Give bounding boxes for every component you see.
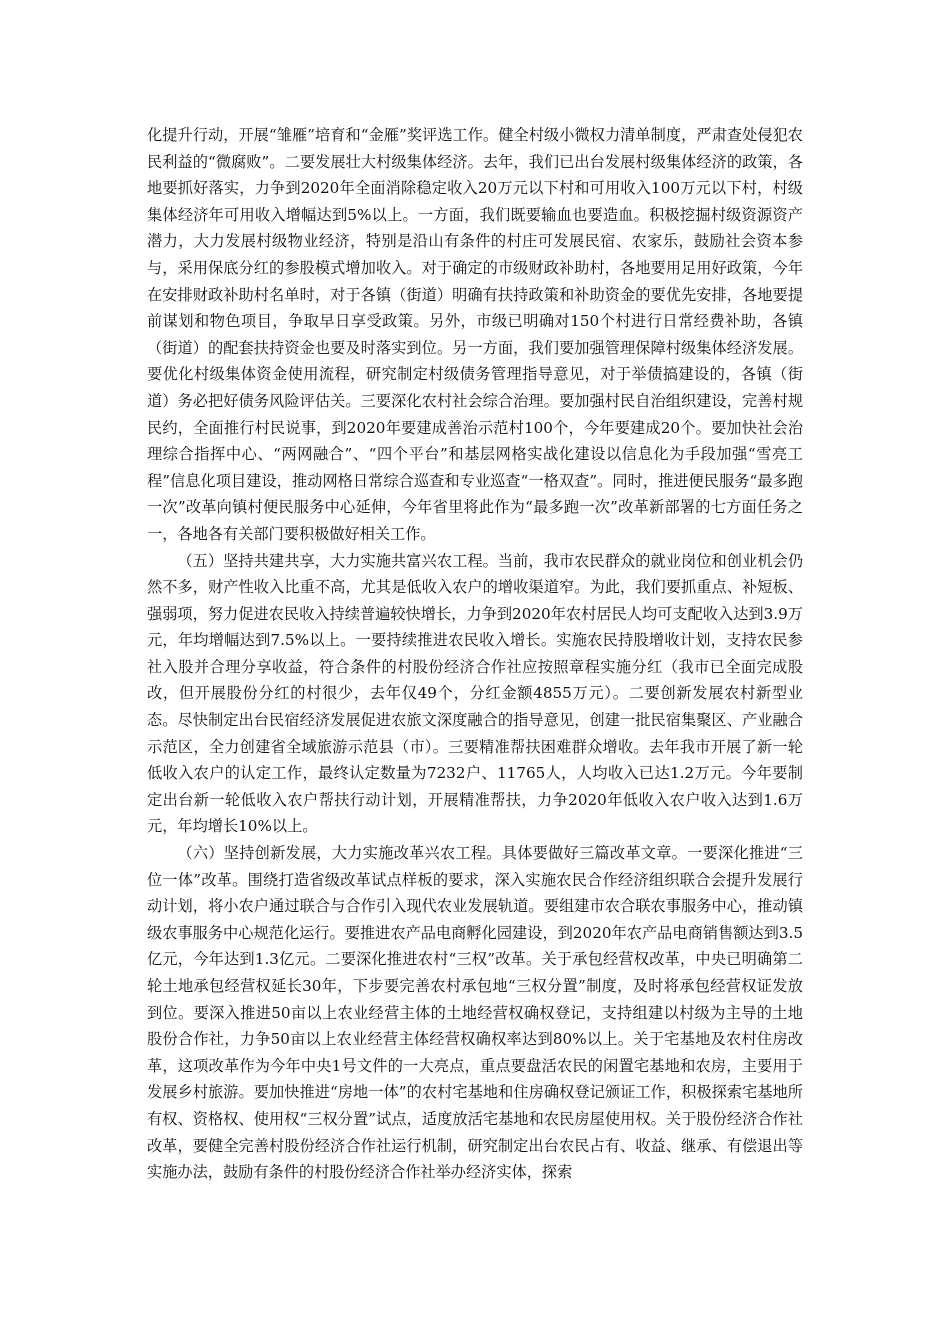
document-page — [147, 122, 803, 1186]
body-paragraph-section-6: （六）坚持创新发展，大力实施改革兴农工程。具体要做好三篇改革文章。一要深化推进“三位一体”改革。围绕打造省级改革试点样板的要求，深入实施农民合作经济组织联合会提升发展行动计划，将小农户通过联合与合作引入现代农业发展轨道。要组建市农合联农事服务中心，推动镇级农事服务中心规范化运行。要推进农产品电商孵化园建设，到2020年农产品电商销售额达到3.5亿元，今年达到1.3亿元。二要深化推进农村“三权”改革。关于承包经营权改革，中央已明确第二轮土地承包经营权延长30年，下步要完善农村承包地“三权分置”制度，及时将承包经营权证发放到位。要深入推进50亩以上农业经营主体的土地经营权确权登记，支持组建以村级为主导的土地股份合作社，力争50亩以上农业经营主体经营权确权率达到80%以上。关于宅基地及农村住房改革，这项改革作为今年中央1号文件的一大亮点，重点要盘活农民的闲置宅基地和农房，主要用于发展乡村旅游。要加快推进“房地一体”的农村宅基地和住房确权登记颁证工作，积极探索宅基地所有权、资格权、使用权“三权分置”试点，适度放活宅基地和农民房屋使用权。关于股份经济合作社改革，要健全完善村股份经济合作社运行机制，研究制定出台农民占有、收益、继承、有偿退出等实施办法，鼓励有条件的村股份经济合作社举办经济实体，探索 — [147, 844, 803, 1182]
body-paragraph-section-5: （五）坚持共建共享，大力实施共富兴农工程。当前，我市农民群众的就业岗位和创业机会仍然不多，财产性收入比重不高，尤其是低收入农户的增收渠道窄。为此，我们要抓重点、补短板、强弱项，努力促进农民收入持续普遍较快增长，力争到2020年农村居民人均可支配收入达到3.9万元，年均增幅达到7.5%以上。一要持续推进农民收入增长。实施农民持股增收计划，支持农民参社入股并合理分享收益，符合条件的村股份经济合作社应按照章程实施分红（我市已全面完成股改，但开展股份分红的村很少，去年仅49个，分红金额4855万元）。二要创新发展农村新型业态。尽快制定出台民宿经济发展促进农旅文深度融合的指导意见，创建一批民宿集聚区、产业融合示范区，全力创建省全域旅游示范县（市）。三要精准帮扶困难群众增收。去年我市开展了新一轮低收入农户的认定工作，最终认定数量为7232户、11765人，人均收入已达1.2万元。今年要制定出台新一轮低收入农户帮扶行动计划，开展精准帮扶，力争2020年低收入农户收入达到1.6万元，年均增长10%以上。 — [147, 551, 803, 836]
body-paragraph-continued: 化提升行动，开展“雏雁”培育和“金雁”奖评选工作。健全村级小微权力清单制度，严肃查处侵犯农民利益的“微腐败”。二要发展壮大村级集体经济。去年，我们已出台发展村级集体经济的政策，各地要抓好落实，力争到2020年全面消除稳定收入20万元以下村和可用收入100万元以下村，村级集体经济年可用收入增幅达到5%以上。一方面，我们既要输血也要造血。积极挖掘村级资源资产潜力，大力发展村级物业经济，特别是沿山有条件的村庄可发展民宿、农家乐，鼓励社会资本参与，采用保底分红的参股模式增加收入。对于确定的市级财政补助村，各地要用足用好政策，今年在安排财政补助村名单时，对于各镇（街道）明确有扶持政策和补助资金的要优先安排，各地要提前谋划和物色项目，争取早日享受政策。另外，市级已明确对150个村进行日常经费补助，各镇（街道）的配套扶持资金也要及时落实到位。另一方面，我们要加强管理保障村级集体经济发展。要优化村级集体资金使用流程，研究制定村级债务管理指导意见，对于举债搞建设的，各镇（街道）务必把好债务风险评估关。三要深化农村社会综合治理。要加强村民自治组织建设，完善村规民约，全面推行村民说事，到2020年要建成善治示范村100个，今年要建成20个。要加快社会治理综合指挥中心、“两网融合”、“四个平台”和基层网格实战化建设以信息化为手段加强“雪亮工程”信息化项目建设，推动网格日常综合巡查和专业巡查“一格双查”。同时，推进便民服务“最多跑一次”改革向镇村便民服务中心延伸，今年省里将此作为“最多跑一次”改革新部署的七方面任务之一，各地各有关部门要积极做好相关工作。 — [147, 126, 803, 543]
